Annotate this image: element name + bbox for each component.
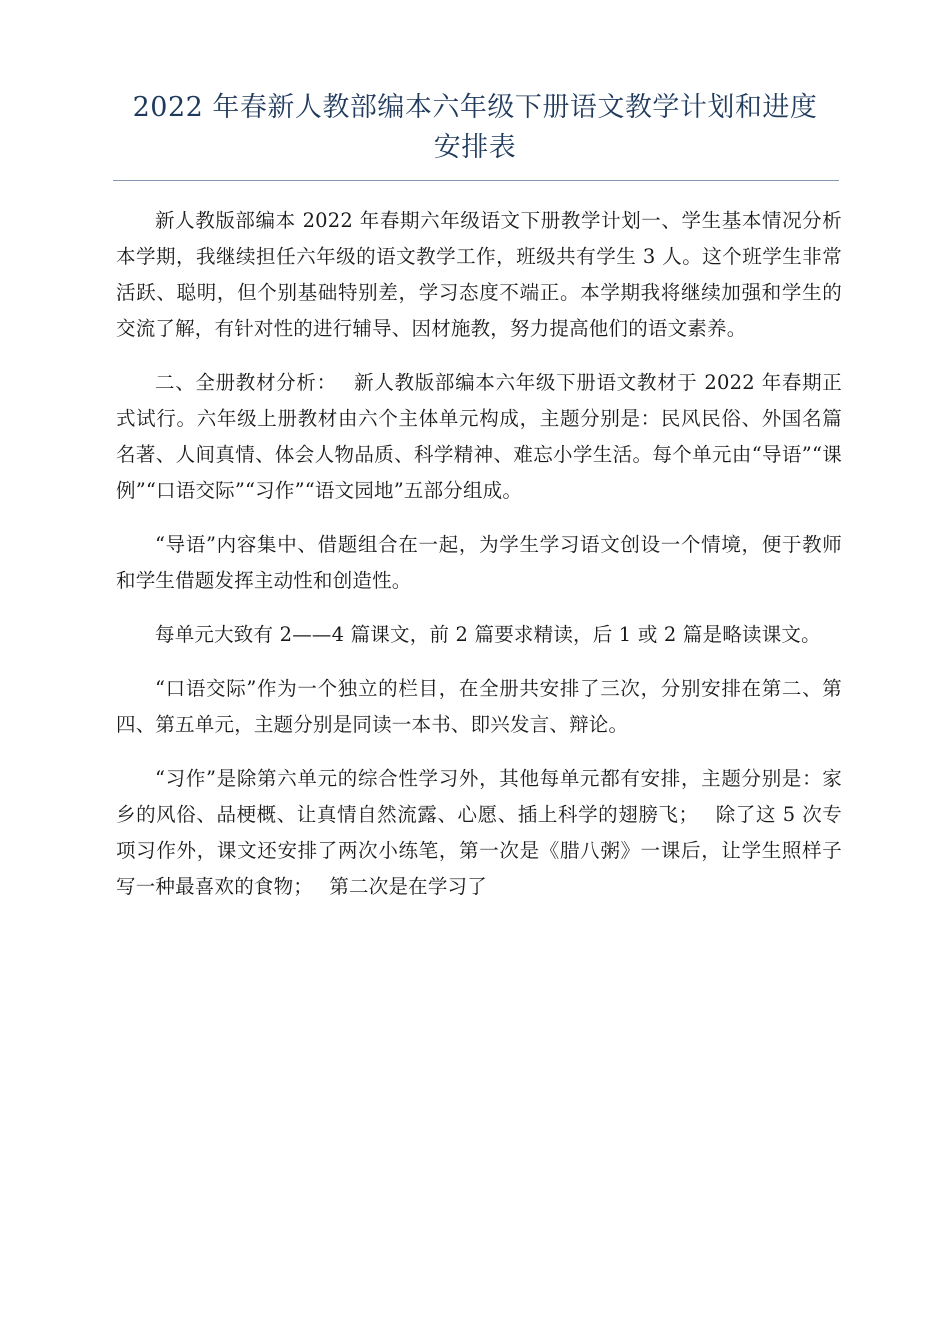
document-body <box>116 203 842 919</box>
paragraph-writing: “习作”是除第六单元的综合性学习外，其他每单元都有安排，主题分别是：家乡的风俗、品梗概、让真情自然流露、心愿、插上科学的翅膀飞； 除了这 5 次专项习作外，课文还安排了两次小练笔，第一次是《腊八粥》一课后，让学生照样子写一种最喜欢的食物； 第二次是在学习了 <box>116 767 842 898</box>
paragraph-lesson-count: 每单元大致有 2——4 篇课文，前 2 篇要求精读，后 1 或 2 篇是略读课文。 <box>155 623 821 646</box>
paragraph-guide: “导语”内容集中、借题组合在一起，为学生学习语文创设一个情境，便于教师和学生借题发挥主动性和创造性。 <box>116 533 842 592</box>
title-line-2: 安排表 <box>433 132 517 163</box>
title-divider <box>113 180 839 181</box>
title-line-1: 2022 年春新人教部编本六年级下册语文教学计划和进度 <box>132 92 818 123</box>
page-title <box>100 88 850 168</box>
paragraph-textbook-analysis: 二、全册教材分析： 新人教版部编本六年级下册语文教材于 2022 年春期正式试行。六年级上册教材由六个主体单元构成，主题分别是：民风民俗、外国名篇名著、人间真情、体会人物品质、科学精神、难忘小学生活。每个单元由“导语”“课例”“口语交际”“习作”“语文园地”五部分组成。 <box>116 371 842 502</box>
paragraph-oral-communication: “口语交际”作为一个独立的栏目，在全册共安排了三次，分别安排在第二、第四、第五单元，主题分别是同读一本书、即兴发言、辩论。 <box>116 677 842 736</box>
paragraph-student-analysis: 新人教版部编本 2022 年春期六年级语文下册教学计划一、学生基本情况分析本学期，我继续担任六年级的语文教学工作，班级共有学生 3 人。这个班学生非常活跃、聪明，但个别基础特别差，学习态度不端正。本学期我将继续加强和学生的交流了解，有针对性的进行辅导、因材施教，努力提高他们的语文素养。 <box>116 209 842 340</box>
